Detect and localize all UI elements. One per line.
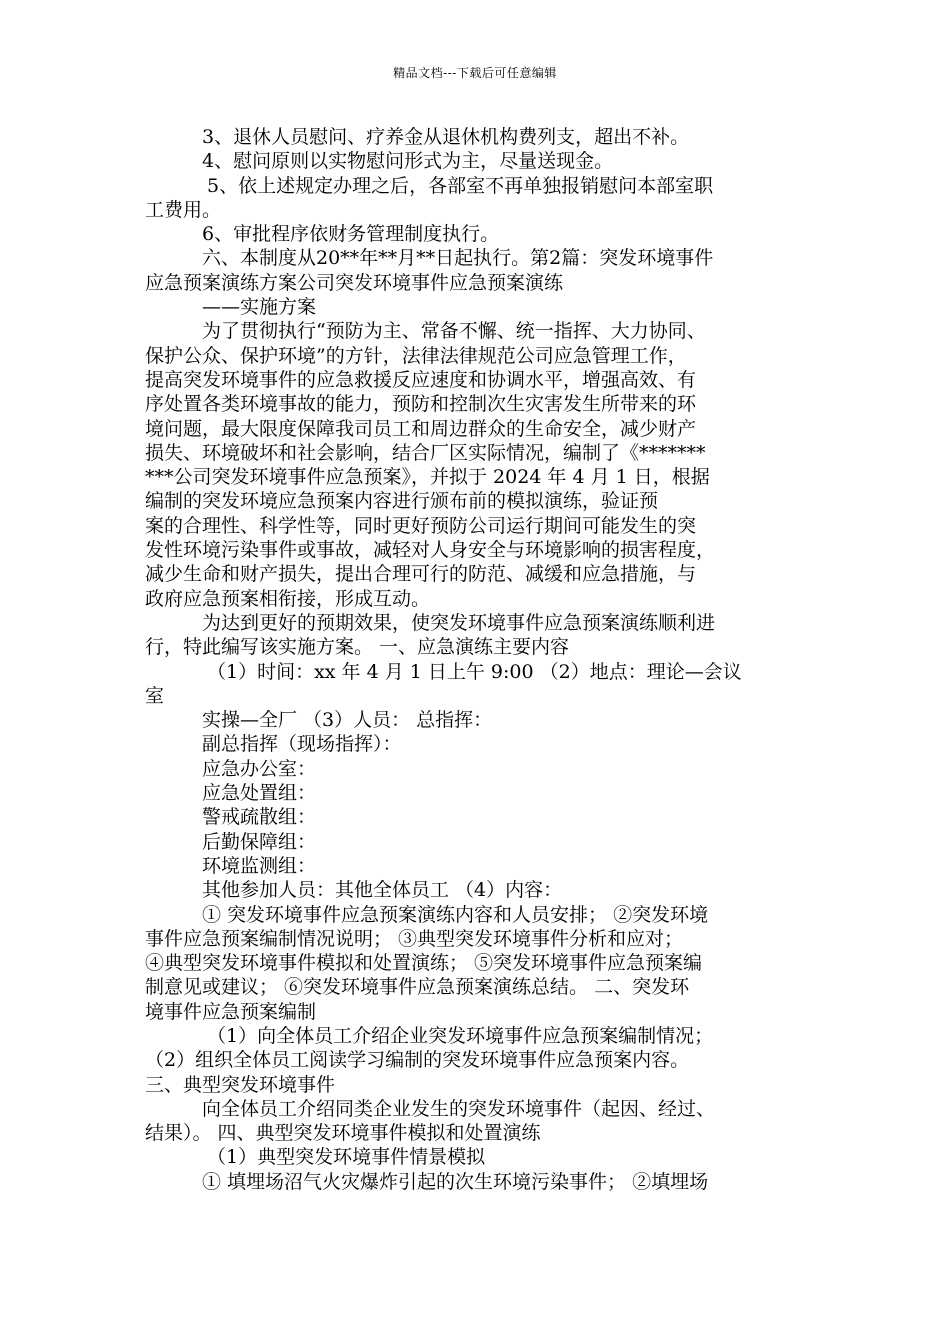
text-line: 实操—全厂 （3）人员： 总指挥：: [202, 709, 493, 732]
text-line: 事件应急预案编制情况说明； ③典型突发环境事件分析和应对；: [145, 927, 684, 950]
text-line: 保护公众、保护环境”的方针，法律法律规范公司应急管理工作，: [145, 344, 687, 367]
text-line: 后勤保障组：: [202, 830, 317, 853]
text-line: 政府应急预案相衔接，形成互动。: [145, 587, 431, 610]
text-line: 为了贯彻执行“预防为主、常备不懈、统一指挥、大力协同、: [202, 320, 706, 343]
text-line: 工费用。: [145, 198, 222, 221]
text-line: 损失、环境破坏和社会影响，结合厂区实际情况，编制了《*******: [145, 441, 706, 464]
text-line: 3、退休人员慰问、疗养金从退休机构费列支，超出不补。: [202, 126, 690, 148]
text-line: 环境监测组：: [202, 854, 317, 877]
text-line: （1）时间：xx 年 4 月 1 日上午 9:00 （2）地点：理论—会议: [207, 660, 742, 683]
text-line: （1）典型突发环境事件情景模拟: [207, 1146, 486, 1169]
text-line: 六、本制度从20**年**月**日起执行。第2篇：突发环境事件: [202, 247, 714, 270]
text-line: 应急预案演练方案公司突发环境事件应急预案演练: [145, 271, 564, 294]
text-line: ① 突发环境事件应急预案演练内容和人员安排； ②突发环境: [202, 903, 709, 926]
text-line: 4、慰问原则以实物慰问形式为主，尽量送现金。: [202, 150, 614, 173]
text-line: 向全体员工介绍同类企业发生的突发环境事件（起因、经过、: [202, 1097, 716, 1120]
text-line: （2）组织全体员工阅读学习编制的突发环境事件应急预案内容。: [145, 1049, 690, 1072]
text-line: 应急处置组：: [202, 782, 317, 805]
text-line: 应急办公室：: [202, 757, 317, 780]
text-line: 编制的突发环境应急预案内容进行颁布前的模拟演练，验证预: [145, 490, 659, 513]
text-line: 5、依上述规定办理之后，各部室不再单独报销慰问本部室职: [207, 174, 714, 197]
page-header: 精品文档---下载后可任意编辑: [393, 66, 557, 80]
text-line: 发性环境污染事件或事故，减轻对人身安全与环境影响的损害程度，: [145, 539, 716, 562]
text-line: 境问题，最大限度保障我司员工和周边群众的生命安全，减少财产: [145, 417, 697, 440]
text-line: 其他参加人员：其他全体员工 （4）内容：: [202, 879, 563, 902]
text-line: 提高突发环境事件的应急救援反应速度和协调水平，增强高效、有: [145, 368, 697, 391]
text-line: 室: [145, 684, 165, 707]
text-line: （1）向全体员工介绍企业突发环境事件应急预案编制情况；: [207, 1024, 714, 1047]
text-line: ——实施方案: [202, 296, 317, 319]
text-line: 行，特此编写该实施方案。 一、应急演练主要内容: [145, 636, 570, 659]
text-line: ***公司突发环境事件应急预案》，并拟于 2024 年 4 月 1 日，根据: [145, 466, 710, 489]
text-line: 为达到更好的预期效果，使突发环境事件应急预案演练顺利进: [202, 611, 716, 634]
text-line: 警戒疏散组：: [202, 806, 317, 829]
document-body: [145, 125, 807, 1194]
text-line: 案的合理性、科学性等，同时更好预防公司运行期间可能发生的突: [145, 514, 697, 537]
text-line: ① 填埋场沼气火灾爆炸引起的次生环境污染事件； ②填埋场: [202, 1170, 709, 1193]
text-line: ④典型突发环境事件模拟和处置演练； ⑤突发环境事件应急预案编: [145, 952, 703, 975]
text-line: 结果）。 四、典型突发环境事件模拟和处置演练: [145, 1122, 541, 1145]
text-line: 制意见或建议； ⑥突发环境事件应急预案演练总结。 二、突发环: [145, 976, 690, 999]
text-line: 6、审批程序依财务管理制度执行。: [202, 223, 500, 246]
text-line: 序处置各类环境事故的能力，预防和控制次生灾害发生所带来的环: [145, 393, 697, 416]
text-line: 副总指挥（现场指挥）：: [202, 733, 402, 756]
text-line: 境事件应急预案编制: [145, 1000, 317, 1023]
text-line: 三、典型突发环境事件: [145, 1073, 336, 1096]
text-line: 减少生命和财产损失，提出合理可行的防范、减缓和应急措施，与: [145, 563, 697, 586]
